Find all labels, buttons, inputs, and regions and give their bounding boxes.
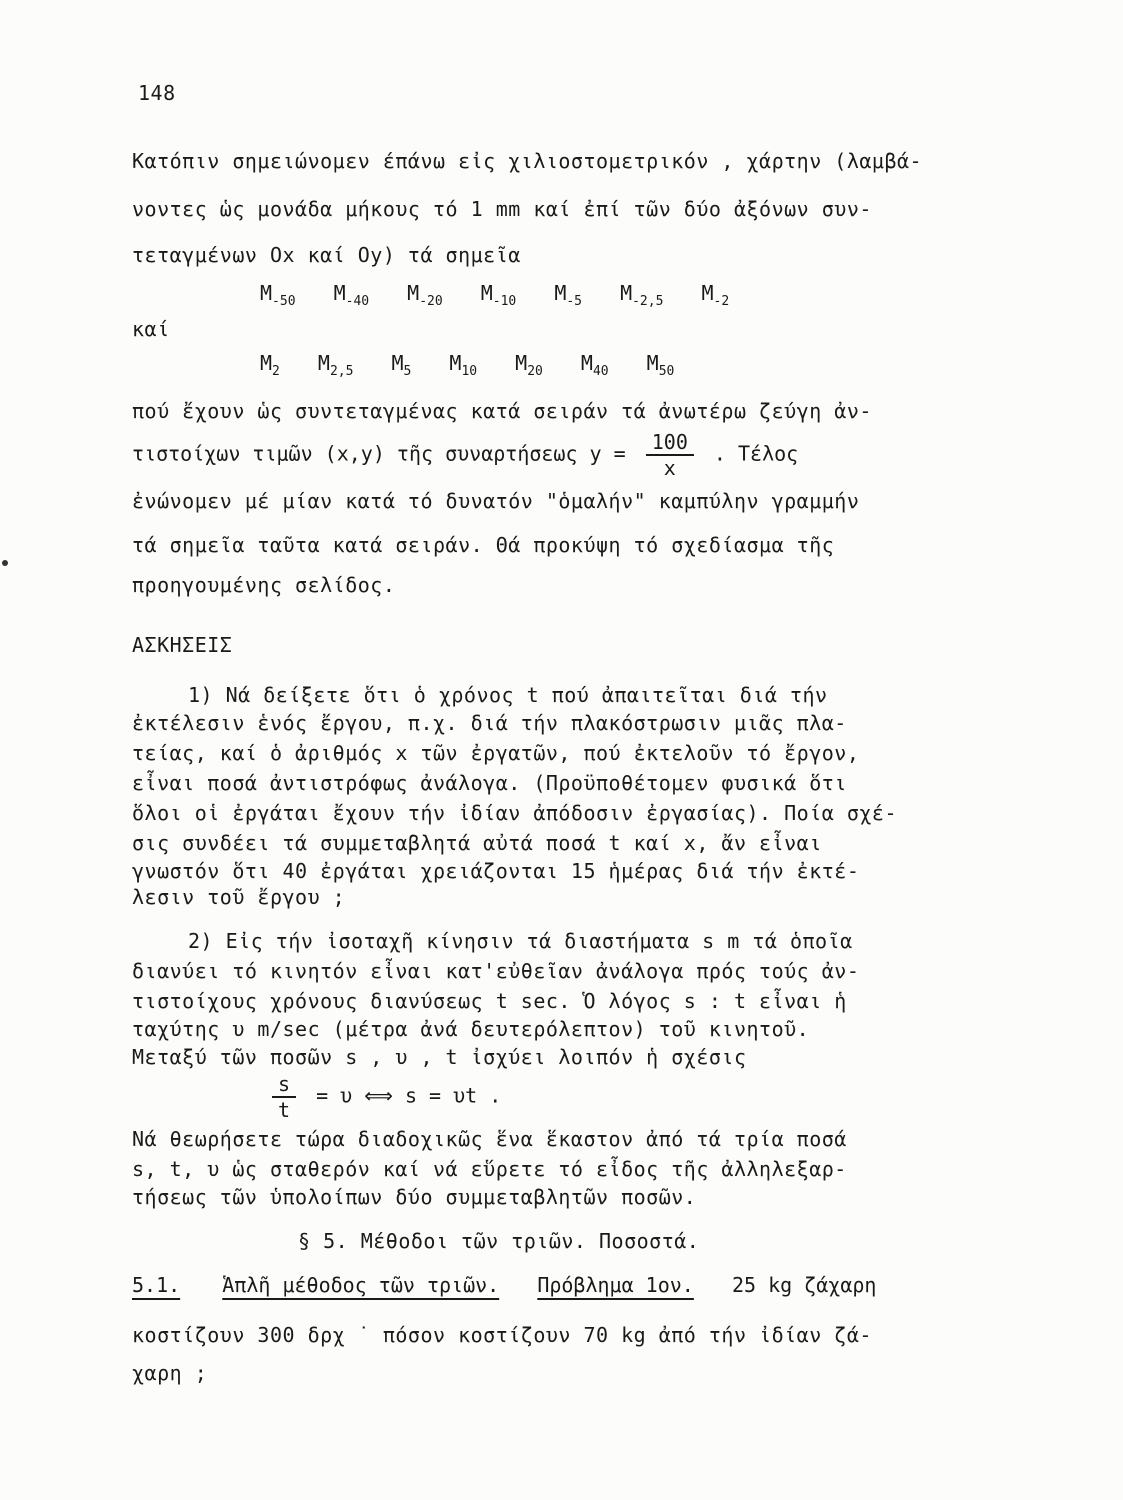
margin-dot [2, 560, 8, 566]
kai-word: καί [132, 317, 170, 341]
point-label: $M_2$ [260, 351, 280, 379]
fraction-s-over-t: $\frac{s}{t}$ [272, 1072, 296, 1122]
point-label: $M_{2,5}$ [317, 351, 354, 379]
exercise-1-line: ἐκτέλεσιν ἑνός ἔργου, π.χ. διά τήν πλακόστρωσιν μιᾶς πλα- [132, 711, 847, 735]
points-row-positive [260, 350, 700, 385]
page-number: 148 [138, 81, 176, 105]
text-line: χαρη ; [132, 1361, 208, 1385]
exercise-1-line: σις συνδέει τά συμμεταβλητά αὐτά ποσά t καί x, ἄν εἶναι [132, 831, 822, 855]
text-line: Κατόπιν σημειώνομεν έπάνω εἰς χιλιοστομετρικόν , χάρτην (λαμβά- [132, 149, 923, 173]
problem-label: Πρόβλημα 1ον. [537, 1273, 694, 1297]
exercise-1-line: γνωστόν ὅτι 40 ἐργάται χρειάζονται 15 ἡμέρας διά τήν ἐκτέ- [132, 859, 860, 883]
function-text-after: . Τέλος [713, 441, 799, 466]
exercise-2-line: Νά θεωρήσετε τώρα διαδοχικῶς ἕνα ἕκαστον ἀπό τά τρία ποσά [132, 1127, 847, 1151]
point-label: $M_{-2}$ [701, 281, 730, 309]
text-line: προηγουμένης σελίδος. [132, 573, 396, 597]
points-row-negative [260, 280, 755, 315]
exercise-2-line: τιστοίχους χρόνους διανύσεως t sec. Ὁ λόγος s : t εἶναι ἡ [132, 989, 847, 1013]
exercise-2-line: ταχύτης υ m/sec (μέτρα ἀνά δευτερόλεπτον) τοῦ κινητοῦ. [132, 1017, 810, 1041]
section-heading: § 5. Μέθοδοι τῶν τριῶν. Ποσοστά. [298, 1229, 700, 1253]
exercise-2-line: 2) Εἰς τήν ἰσοταχῆ κίνησιν τά διαστήματα s m τά ὁποῖα [188, 929, 853, 953]
exercise-1-line: ὅλοι οἱ ἐργάται ἔχουν τήν ἰδίαν ἀπόδοσιν ἐργασίας). Ποία σχέ- [132, 801, 898, 825]
section-line [132, 1272, 876, 1298]
exercises-heading: ΑΣΚΗΣΕΙΣ [132, 633, 233, 657]
point-label: $M_{50}$ [646, 351, 675, 379]
text-line: κοστίζουν 300 δρχ ˙ πόσον κοστίζουν 70 kg ἀπό τήν ἰδίαν ζά- [132, 1323, 872, 1347]
exercise-1-line: 1) Νά δείξετε ὅτι ὁ χρόνος t πού ἀπαιτεῖται διά τήν [188, 683, 828, 707]
point-label: $M_{-5}$ [554, 281, 583, 309]
point-label: $M_5$ [391, 351, 412, 379]
exercise-2-line: s, t, υ ὡς σταθερόν καί νά εὕρετε τό εἶδος τῆς ἀλληλεξαρ- [132, 1157, 847, 1181]
exercise-1-line: εἶναι ποσά ἀντιστρόφως ἀνάλογα. (Προϋποθέτομεν φυσικά ὅτι [132, 771, 847, 795]
formula-line [272, 1072, 501, 1122]
point-label: $M_{-2,5}$ [620, 281, 664, 309]
point-label: $M_{-20}$ [407, 281, 443, 309]
point-label: $M_{-40}$ [333, 281, 370, 309]
section-title: Ἁπλῆ μέθοδος τῶν τριῶν. [222, 1273, 500, 1297]
exercise-1-line: τείας, καί ὁ ἀριθμός x τῶν ἐργατῶν, πού ἐκτελοῦν τό ἔργον, [132, 741, 860, 765]
point-label: $M_{-50}$ [260, 281, 296, 309]
function-text: τιστοίχων τιμῶν (x,y) τῆς συναρτήσεως y = [132, 441, 626, 466]
text-line: τεταγμένων Ox καί Oy) τά σημεῖα [132, 243, 521, 267]
text-line: τά σημεῖα ταῦτα κατά σειράν. Θά προκύψη τό σχεδίασμα τῆς [132, 533, 835, 557]
exercise-2-line: διανύει τό κινητόν εἶναι κατ'εὐθεῖαν ἀνάλογα πρός τούς ἀν- [132, 959, 860, 983]
formula-rest: = υ ⟺ s = υt . [316, 1083, 502, 1108]
fraction-100-over-x: $\frac{100}{x}$ [646, 430, 694, 480]
text-line: πού ἔχουν ὡς συντεταγμένας κατά σειράν τά ἀνωτέρω ζεύγη ἀν- [132, 399, 872, 423]
function-line [132, 430, 798, 480]
point-label: $M_{20}$ [515, 351, 543, 379]
section-number: 5.1. [132, 1273, 181, 1297]
text-line: νοντες ὡς μονάδα μήκους τό 1 mm καί ἐπί τῶν δύο ἀξόνων συν- [132, 197, 872, 221]
exercise-2-line: Μεταξύ τῶν ποσῶν s , υ , t ἰσχύει λοιπόν ἡ σχέσις [132, 1045, 747, 1069]
exercise-1-line: λεσιν τοῦ ἔργου ; [132, 885, 346, 909]
exercise-2-line: τήσεως τῶν ὑπολοίπων δύο συμμεταβλητῶν ποσῶν. [132, 1185, 697, 1209]
point-label: $M_{-10}$ [480, 281, 517, 309]
problem-text: 25 kg ζάχαρη [731, 1273, 877, 1297]
text-line: ἐνώνομεν μέ μίαν κατά τό δυνατόν "ὁμαλήν" καμπύλην γραμμήν [132, 489, 860, 513]
point-label: $M_{40}$ [580, 351, 609, 379]
point-label: $M_{10}$ [449, 351, 478, 379]
